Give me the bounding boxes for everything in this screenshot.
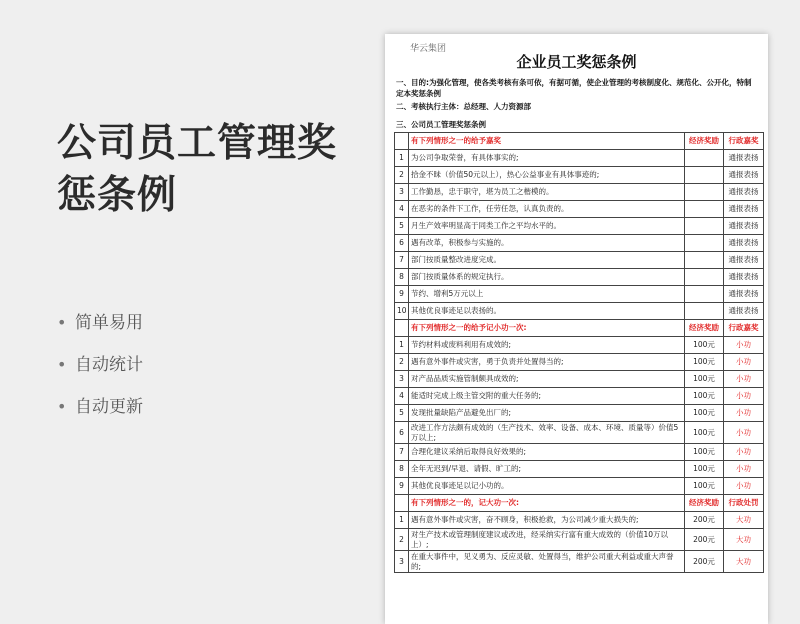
column-amount-header: 经济奖励	[685, 133, 724, 150]
table-row	[395, 512, 764, 529]
table-row	[395, 218, 764, 235]
table-row	[395, 405, 764, 422]
table-row	[395, 371, 764, 388]
row-level: 小功	[724, 444, 764, 461]
column-amount-header: 经济奖励	[685, 320, 724, 337]
row-level: 通报表扬	[724, 235, 764, 252]
row-level: 通报表扬	[724, 167, 764, 184]
table-row	[395, 252, 764, 269]
column-level-header: 行政处罚	[724, 495, 764, 512]
row-amount: 100元	[685, 354, 724, 371]
rules-table	[394, 132, 764, 573]
row-number: 6	[395, 235, 409, 252]
table-row	[395, 286, 764, 303]
feature-item	[57, 396, 143, 438]
table-row	[395, 269, 764, 286]
table-row	[395, 201, 764, 218]
row-number: 5	[395, 218, 409, 235]
header-blank	[395, 133, 409, 150]
row-amount	[685, 303, 724, 320]
row-amount: 100元	[685, 478, 724, 495]
row-amount: 100元	[685, 444, 724, 461]
table-row	[395, 184, 764, 201]
row-level: 通报表扬	[724, 218, 764, 235]
row-description: 遇有意外事件或灾害，奋不顾身，积极抢救，为公司减少重大损失的;	[409, 512, 685, 529]
row-amount: 200元	[685, 529, 724, 551]
row-number: 9	[395, 286, 409, 303]
table-row	[395, 461, 764, 478]
table-row	[395, 388, 764, 405]
bullet-icon: •	[57, 355, 67, 374]
table-row	[395, 478, 764, 495]
row-number: 9	[395, 478, 409, 495]
table-row	[395, 529, 764, 551]
column-level-header: 行政嘉奖	[724, 133, 764, 150]
row-number: 7	[395, 444, 409, 461]
row-number: 5	[395, 405, 409, 422]
row-number: 1	[395, 512, 409, 529]
row-description: 工作勤恳，忠于职守，堪为员工之楷模的。	[409, 184, 685, 201]
row-description: 在重大事件中，见义勇为、反应灵敏、处置得当，维护公司重大利益或重大声誉的;	[409, 551, 685, 573]
company-name: 华云集团	[410, 44, 447, 54]
row-amount: 100元	[685, 461, 724, 478]
header-blank	[395, 495, 409, 512]
row-amount	[685, 201, 724, 218]
row-description: 遇有意外事件或灾害，勇于负责并处置得当的;	[409, 354, 685, 371]
row-level: 小功	[724, 388, 764, 405]
row-description: 遇有改革，积极参与实施的。	[409, 235, 685, 252]
row-level: 小功	[724, 405, 764, 422]
row-amount	[685, 167, 724, 184]
table-row	[395, 354, 764, 371]
row-description: 为公司争取荣誉，有具体事实的;	[409, 150, 685, 167]
row-level: 通报表扬	[724, 184, 764, 201]
promo-headline: 公司员工管理奖惩条例	[57, 121, 338, 218]
row-level: 通报表扬	[724, 269, 764, 286]
row-description: 对生产技术或管理制度建议或改进，经采纳实行富有重大成效的（价值10万以上）;	[409, 529, 685, 551]
row-description: 合理化建议采纳后取得良好效果的;	[409, 444, 685, 461]
row-number: 1	[395, 150, 409, 167]
row-amount	[685, 218, 724, 235]
row-amount: 100元	[685, 371, 724, 388]
row-number: 3	[395, 371, 409, 388]
intro-executor: 二、考核执行主体：总经理、人力资源部	[396, 102, 531, 111]
column-amount-header: 经济奖励	[685, 495, 724, 512]
row-amount: 200元	[685, 512, 724, 529]
row-number: 6	[395, 422, 409, 444]
row-description: 月生产效率明显高于同类工作之平均水平的。	[409, 218, 685, 235]
section-heading: 有下列情形之一的，记大功一次:	[409, 495, 685, 512]
feature-item	[57, 312, 143, 354]
row-amount: 100元	[685, 388, 724, 405]
row-description: 全年无迟到/早退、请假、旷工的;	[409, 461, 685, 478]
table-row	[395, 444, 764, 461]
row-description: 其他优良事迹足以记小功的。	[409, 478, 685, 495]
row-amount	[685, 269, 724, 286]
row-level: 通报表扬	[724, 150, 764, 167]
row-amount: 100元	[685, 405, 724, 422]
row-number: 2	[395, 529, 409, 551]
table-row	[395, 167, 764, 184]
row-description: 在恶劣的条件下工作，任劳任怨，认真负责的。	[409, 201, 685, 218]
row-level: 大功	[724, 529, 764, 551]
bullet-icon: •	[57, 397, 67, 416]
row-number: 1	[395, 337, 409, 354]
row-level: 通报表扬	[724, 303, 764, 320]
row-level: 通报表扬	[724, 252, 764, 269]
table-row	[395, 422, 764, 444]
row-number: 8	[395, 269, 409, 286]
document-preview	[385, 34, 768, 624]
feature-list	[57, 312, 143, 438]
section-heading: 有下列情形之一的给予嘉奖	[409, 133, 685, 150]
row-description: 拾金不昧（价值50元以上），热心公益事业有具体事迹的;	[409, 167, 685, 184]
table-row	[395, 551, 764, 573]
table-row	[395, 303, 764, 320]
row-description: 节约、增利5万元以上	[409, 286, 685, 303]
intro-section-title: 三、公司员工管理奖惩条例	[396, 120, 486, 129]
section-header-row	[395, 495, 764, 512]
row-number: 2	[395, 167, 409, 184]
feature-label: 简单易用	[75, 313, 143, 333]
table-row	[395, 235, 764, 252]
row-description: 改进工作方法颇有成效的（生产技术、效率、设备、成本、环境、质量等）价值5万以上;	[409, 422, 685, 444]
feature-item	[57, 354, 143, 396]
header-blank	[395, 320, 409, 337]
row-amount: 200元	[685, 551, 724, 573]
row-level: 小功	[724, 461, 764, 478]
row-description: 对产品品质实施管制颇具成效的;	[409, 371, 685, 388]
row-number: 3	[395, 184, 409, 201]
row-amount: 100元	[685, 337, 724, 354]
row-level: 小功	[724, 478, 764, 495]
row-description: 其他优良事迹足以表扬的。	[409, 303, 685, 320]
row-description: 节约材料或废料利用有成效的;	[409, 337, 685, 354]
row-number: 4	[395, 201, 409, 218]
row-level: 通报表扬	[724, 201, 764, 218]
row-level: 通报表扬	[724, 286, 764, 303]
row-amount	[685, 252, 724, 269]
document-title: 企业员工奖惩条例	[516, 53, 637, 71]
row-number: 3	[395, 551, 409, 573]
row-level: 大功	[724, 551, 764, 573]
bullet-icon: •	[57, 313, 67, 332]
column-level-header: 行政嘉奖	[724, 320, 764, 337]
rules-table-body	[395, 133, 764, 573]
row-level: 小功	[724, 337, 764, 354]
row-level: 大功	[724, 512, 764, 529]
row-number: 4	[395, 388, 409, 405]
row-amount	[685, 150, 724, 167]
row-number: 10	[395, 303, 409, 320]
row-description: 部门按质量体系的规定执行。	[409, 269, 685, 286]
row-amount: 100元	[685, 422, 724, 444]
row-level: 小功	[724, 371, 764, 388]
feature-label: 自动更新	[75, 397, 143, 417]
table-row	[395, 337, 764, 354]
section-header-row	[395, 320, 764, 337]
row-amount	[685, 235, 724, 252]
row-description: 能适时完成上级主管交附的重大任务的;	[409, 388, 685, 405]
row-amount	[685, 286, 724, 303]
table-row	[395, 150, 764, 167]
section-header-row	[395, 133, 764, 150]
section-heading: 有下列情形之一的给予记小功一次:	[409, 320, 685, 337]
row-number: 8	[395, 461, 409, 478]
row-level: 小功	[724, 354, 764, 371]
feature-label: 自动统计	[75, 355, 143, 375]
row-level: 小功	[724, 422, 764, 444]
row-number: 2	[395, 354, 409, 371]
intro-purpose: 一、目的:为强化管理，使各类考核有条可依，有据可循，使企业管理的考核制度化、规范化、公开化，特制定本奖惩条例	[396, 78, 752, 98]
row-amount	[685, 184, 724, 201]
row-description: 部门按质量整改进度完成。	[409, 252, 685, 269]
row-description: 发现批量缺陷产品避免出厂的;	[409, 405, 685, 422]
row-number: 7	[395, 252, 409, 269]
